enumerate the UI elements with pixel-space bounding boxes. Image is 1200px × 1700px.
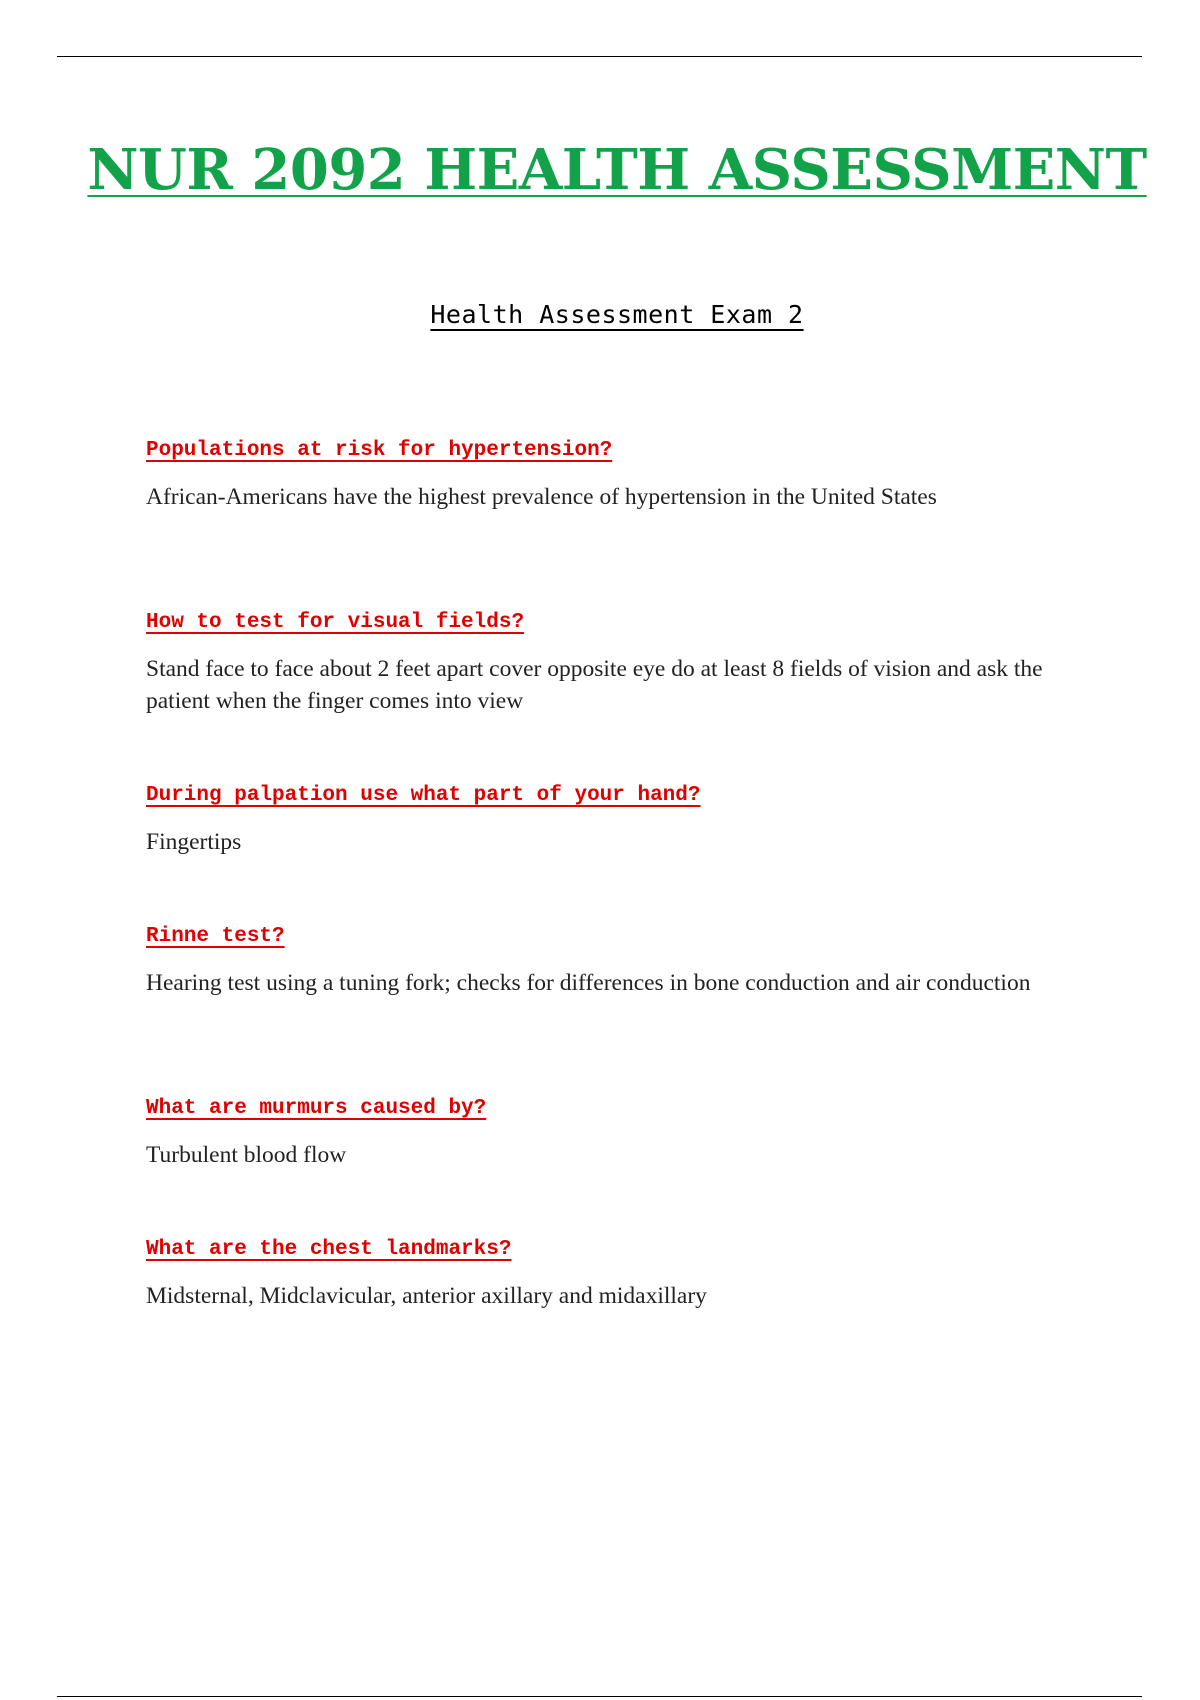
answer: Fingertips [146, 829, 242, 855]
document-subtitle [0, 302, 1200, 327]
question: During palpation use what part of your hand? [146, 784, 701, 807]
question: Populations at risk for hypertension? [146, 439, 613, 462]
question: What are the chest landmarks? [146, 1238, 512, 1261]
bottom-rule [57, 1696, 1142, 1697]
qa-item-palpation [146, 785, 1086, 858]
answer: Turbulent blood flow [146, 1142, 347, 1168]
question: How to test for visual fields? [146, 611, 525, 634]
qa-item-hypertension [146, 440, 1086, 513]
answer: Hearing test using a tuning fork; checks for differences in bone conduction and air conduction [146, 970, 1031, 996]
document-title-text: NUR 2092 HEALTH ASSESSMENT [87, 137, 1147, 203]
answer: Stand face to face about 2 feet apart cover opposite eye do at least 8 fields of vision and ask the patient when the finger comes into view [146, 656, 1043, 714]
qa-item-chest-landmarks [146, 1239, 1086, 1312]
qa-item-visual-fields [146, 612, 1086, 717]
qa-item-rinne-test [146, 926, 1086, 999]
question: What are murmurs caused by? [146, 1097, 487, 1120]
top-rule [57, 56, 1142, 57]
qa-item-murmurs [146, 1098, 1086, 1171]
answer: Midsternal, Midclavicular, anterior axillary and midaxillary [146, 1283, 707, 1309]
document-subtitle-text: Health Assessment Exam 2 [430, 300, 804, 329]
document-title [0, 137, 1200, 203]
answer: African-Americans have the highest prevalence of hypertension in the United States [146, 484, 937, 510]
question: Rinne test? [146, 925, 285, 948]
